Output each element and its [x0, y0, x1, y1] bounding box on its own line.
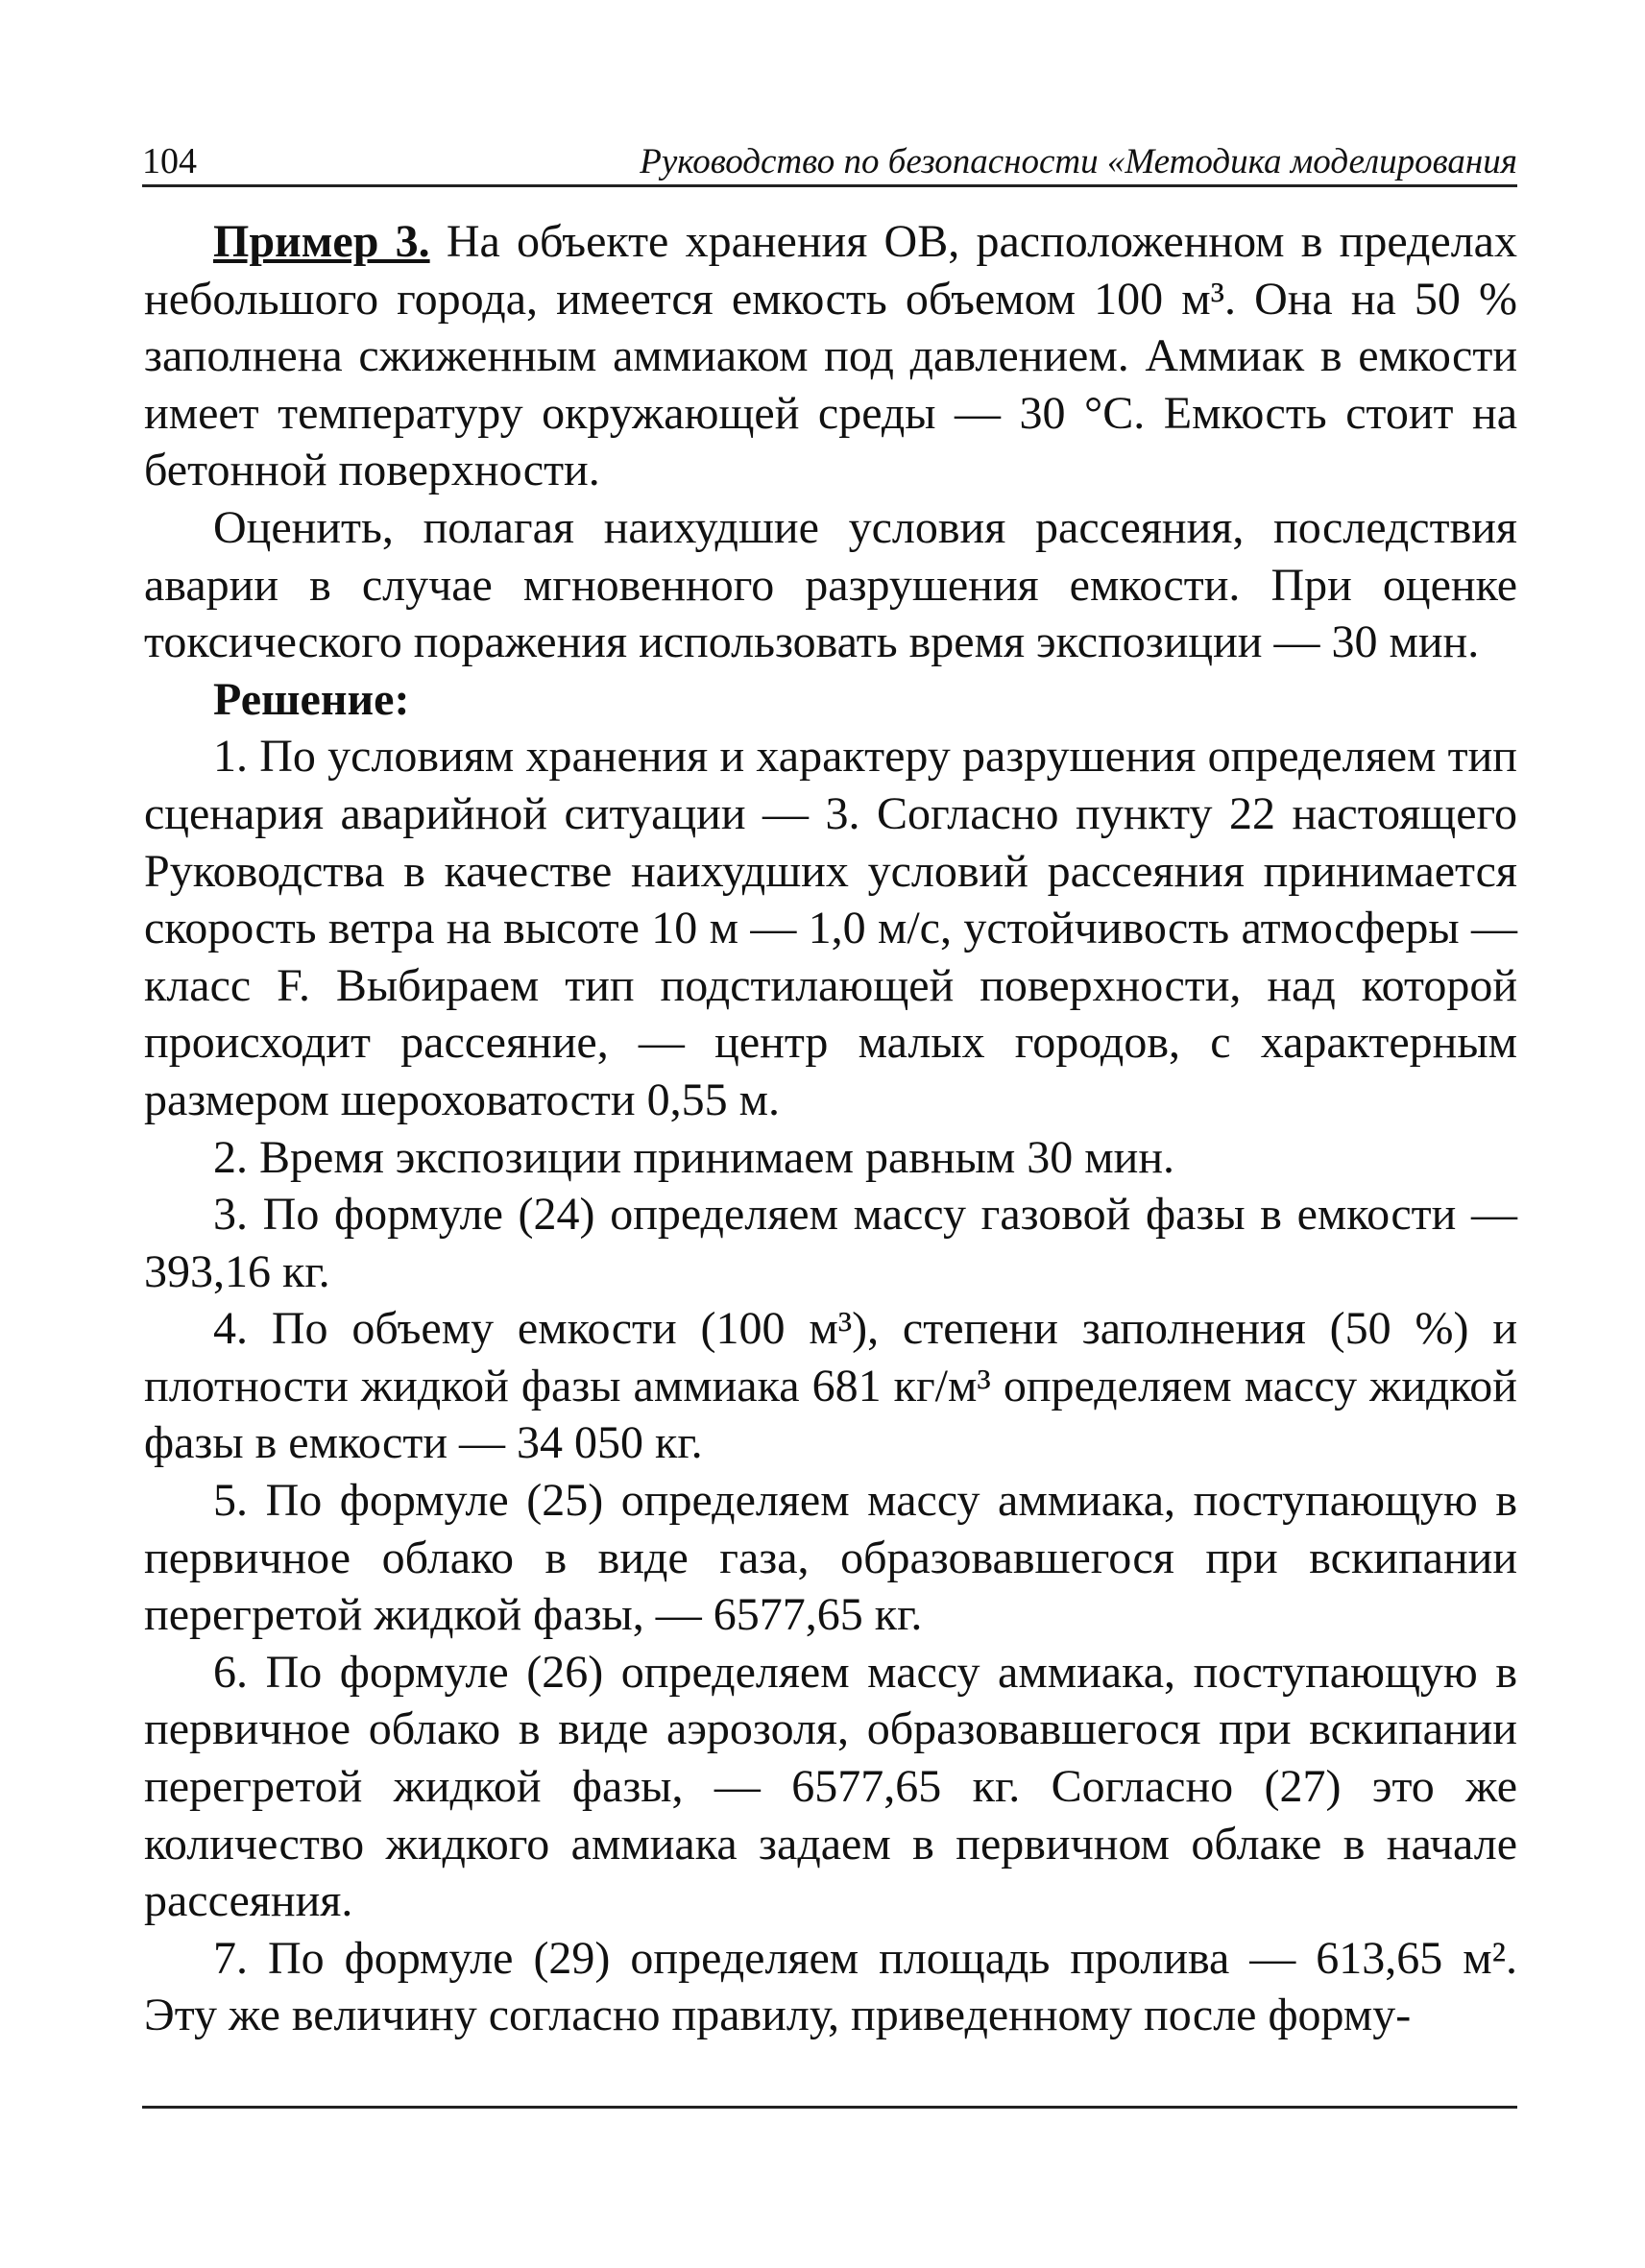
solution-step-1: 1. По условиям хранения и характеру разрушения определяем тип сценария аварийной ситуации — 3. Согласно пункту 22 настоящего Руководства в качестве наихудших условий рассеяния принимается скорость ветра на высоте 10 м — 1,0 м/с, устойчивость атмосферы — класс F. Выбираем тип подстилающей поверхности, над которой происходит рассеяние, — центр малых городов, с характерным размером шероховатости 0,55 м.: [144, 731, 1517, 1125]
solution-step-6: 6. По формуле (26) определяем массу аммиака, поступающую в первичное облако в виде аэрозоля, образовавшегося при вскипании перегретой жидкой фазы, — 6577,65 кг. Согласно (27) это же количество жидкого аммиака задаем в первичном облаке в начале рассеяния.: [144, 1646, 1517, 1927]
example-paragraph: [144, 213, 1517, 499]
solution-heading: Решение:: [213, 673, 410, 725]
solution-step-5: 5. По формуле (25) определяем массу аммиака, поступающую в первичное облако в виде газа, образовавшегося при вскипании перегретой жидкой фазы, — 6577,65 кг.: [144, 1475, 1517, 1641]
solution-step-4: 4. По объему емкости (100 м³), степени заполнения (50 %) и плотности жидкой фазы аммиака 681 кг/м³ определяем массу жидкой фазы в емкости — 34 050 кг.: [144, 1303, 1517, 1469]
page-body: [144, 213, 1517, 2044]
running-title: Руководство по безопасности «Методика моделирования: [640, 142, 1517, 181]
example-label: Пример 3.: [213, 216, 430, 267]
solution-step-2: 2. Время экспозиции принимаем равным 30 мин.: [213, 1131, 1175, 1183]
page-header: [142, 136, 1517, 187]
page-number: 104: [142, 141, 197, 181]
footer-divider: [142, 2106, 1517, 2109]
solution-step-7: 7. По формуле (29) определяем площадь пролива — 613,65 м². Эту же величину согласно правилу, приведенному после форму-: [144, 1932, 1517, 2041]
solution-step-3: 3. По формуле (24) определяем массу газовой фазы в емкости — 393,16 кг.: [144, 1189, 1517, 1297]
example-text: На объекте хранения ОВ, расположенном в пределах небольшого города, имеется емкость объемом 100 м³. Она на 50 % заполнена сжиженным аммиаком под давлением. Аммиак в емкости имеет температуру окружающей среды — 30 °С. Емкость стоит на бетонной поверхности.: [144, 216, 1517, 496]
task-paragraph: Оценить, полагая наихудшие условия рассеяния, последствия аварии в случае мгновенного разрушения емкости. При оценке токсического поражения использовать время экспозиции — 30 мин.: [144, 501, 1517, 668]
